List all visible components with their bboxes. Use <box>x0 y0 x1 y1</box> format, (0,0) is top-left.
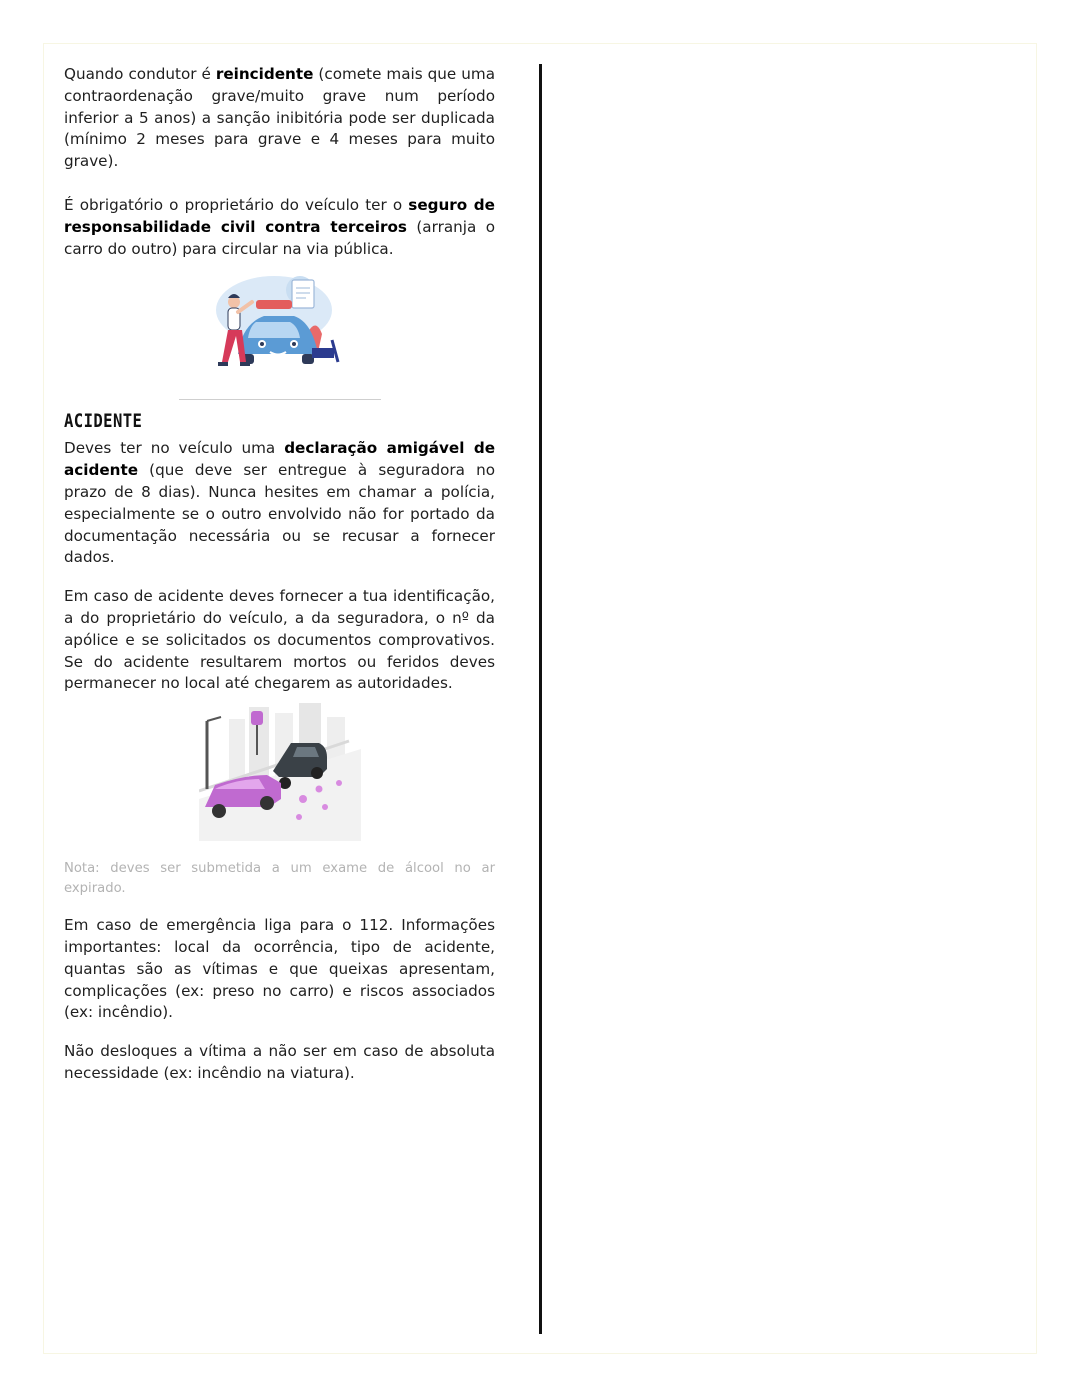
paragraph-recidivism: Quando condutor é reincidente (comete mais que uma contraordenação grave/muito grave num período inferior a 5 anos) a sanção inibitória pode ser duplicada (mínimo 2 meses para grave e 4 meses para muito grave). <box>64 65 496 171</box>
car-collision-illustration <box>199 699 361 841</box>
paragraph-emergency: Em caso de emergência liga para o 112. Informações importantes: local da ocorrência, tipo de acidente, quantas são as vítimas e que queixas apresentam, complicações (ex: preso no carro) e riscos associados (ex: incêndio). <box>64 916 495 1022</box>
section-divider <box>179 399 381 400</box>
left-column <box>64 64 495 1085</box>
note-alcohol-test: Nota: deves ser submetida a um exame de álcool no ar expirado. <box>64 861 495 896</box>
term-reincidente: reincidente <box>215 65 314 83</box>
paragraph-insurance: É obrigatório o proprietário do veículo ter o seguro de responsabilidade civil contra terceiros (arranja o carro do outro) para circular na via pública. <box>64 195 495 258</box>
paragraph-accident-declaration: Deves ter no veículo uma declaração amigável de acidente (que deve ser entregue à seguradora no prazo de 8 dias). Nunca hesites em chamar a polícia, especialmente se o outro envolvido não for portado da documentação necessária ou se recusar a fornecer dados. <box>64 439 496 567</box>
car-insurance-illustration <box>212 272 352 380</box>
term-declaracao-amigavel: declaração amigável de acidente <box>64 439 496 480</box>
section-heading-acidente: ACIDENTE <box>64 410 143 433</box>
paragraph-do-not-move-victim: Não desloques a vítima a não ser em caso de absoluta necessidade (ex: incêndio na viatura). <box>64 1042 495 1082</box>
notebook-page <box>43 43 1037 1354</box>
term-seguro: seguro de responsabilidade civil contra terceiros <box>64 195 495 236</box>
paragraph-accident-info: Em caso de acidente deves fornecer a tua identificação, a do proprietário do veículo, a da seguradora, o nº da apólice e se solicitados os documentos comprovativos. Se do acidente resultarem mortos ou feridos deves permanecer no local até chegarem as autoridades. <box>64 587 495 693</box>
column-divider <box>539 64 542 1334</box>
